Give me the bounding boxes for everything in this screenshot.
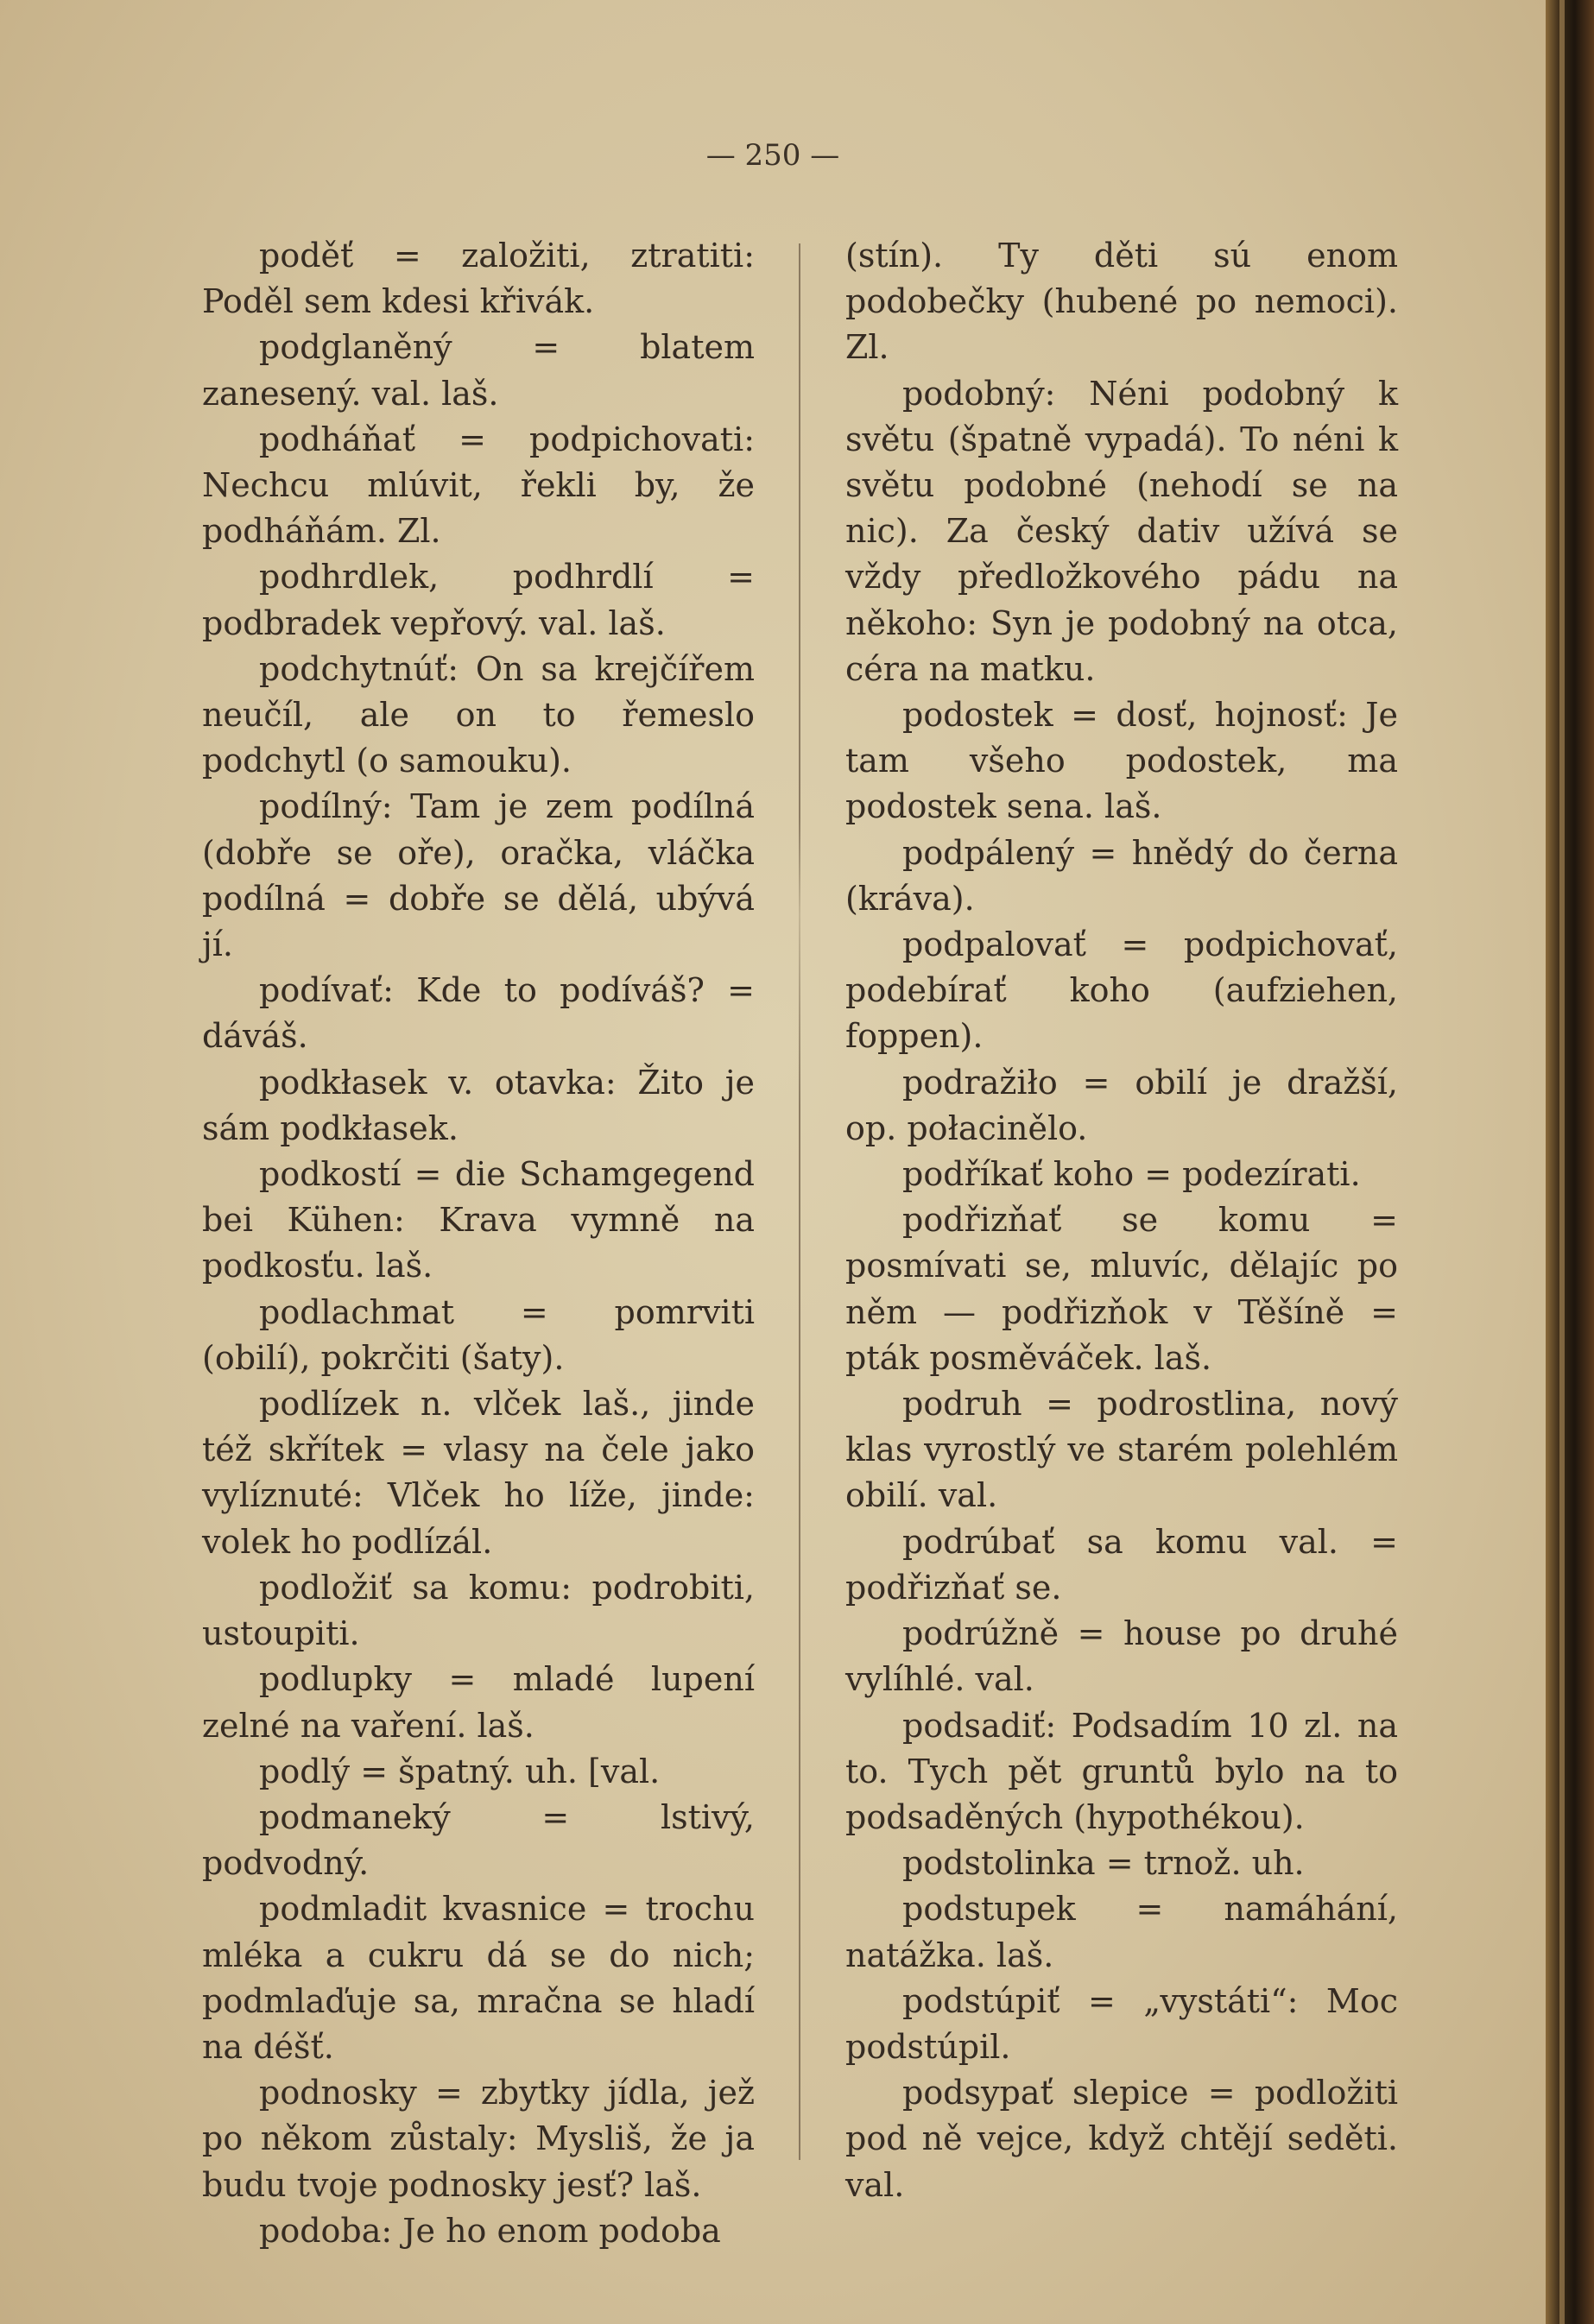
- left-column: [202, 233, 755, 2254]
- dictionary-entry: podhrdlek, podhrdlí = podbradek vepřový. val. laš.: [202, 558, 755, 642]
- dictionary-entry: podkostí = die Schamgegend bei Kühen: Krava vymně na podkosťu. laš.: [202, 1155, 755, 1285]
- spine-edge: [1559, 0, 1565, 2324]
- dictionary-entry: podstolinka = trnož. uh.: [902, 1844, 1305, 1883]
- dictionary-entry: podrúbať sa komu val. = podřizňať se.: [845, 1522, 1398, 1607]
- dictionary-entry: podoba: Je ho enom podoba: [259, 2211, 721, 2250]
- book-spine: [1546, 0, 1594, 2324]
- dictionary-entry: podmaneký = lstivý, podvodný.: [202, 1797, 755, 1883]
- dictionary-entry: podostek = dosť, hojnosť: Je tam všeho podostek, ma podostek sena. laš.: [845, 696, 1398, 826]
- dictionary-entry: podlupky = mladé lupení zelné na vaření. laš.: [202, 1660, 755, 1745]
- dictionary-entry: podívať: Kde to podíváš? = dáváš.: [202, 971, 755, 1056]
- dictionary-entry: podmladit kvasnice = trochu mléka a cukru dá se do nich; podmlaďuje sa, mračna se hladí na déšť.: [202, 1890, 755, 2066]
- dictionary-entry: podobný: Néni podobný k světu (špatně vypadá). To néni k světu podobné (nehodí se na nic). Za český dativ užívá se vždy předložkového pádu na někoho: Syn je podobný na otca, céra na matku.: [845, 374, 1398, 688]
- dictionary-entry: podložiť sa komu: podrobiti, ustoupiti.: [202, 1568, 755, 1653]
- dictionary-entry: podrúžně = house po druhé vylíhlé. val.: [845, 1614, 1398, 1699]
- dictionary-entry: podstúpiť = „vystáti“: Moc podstúpil.: [845, 1981, 1398, 2066]
- dictionary-entry: podstupek = namáhání, natážka. laš.: [845, 1890, 1398, 1974]
- dictionary-entry: podháňať = podpichovati: Nechcu mlúvit, řekli by, že podháňám. Zl.: [202, 420, 755, 551]
- column-divider: [799, 243, 800, 2160]
- dictionary-entry: podílný: Tam je zem podílná (dobře se oře), oračka, vláčka podílná = dobře se dělá, ubývá jí.: [202, 787, 755, 964]
- dictionary-entry: podpalovať = podpichovať, podebírať koho (aufziehen, foppen).: [845, 925, 1398, 1056]
- dictionary-entry: podglaněný = blatem zanesený. val. laš.: [202, 328, 755, 413]
- dictionary-entry: podsypať slepice = podložiti pod ně vejce, když chtějí seděti. val.: [845, 2074, 1398, 2204]
- dictionary-entry: poděť = založiti, ztratiti: Poděl sem kdesi křivák.: [202, 237, 755, 321]
- dictionary-entry: podříkať koho = podezírati.: [902, 1155, 1361, 1194]
- dictionary-entry-continued: (stín). Ty děti sú enom podobečky (hubené po nemoci). Zl.: [845, 237, 1398, 367]
- dictionary-entry: podchytnúť: On sa krejčířem neučíl, ale on to řemeslo podchytl (o samouku).: [202, 649, 755, 780]
- dictionary-entry: podnosky = zbytky jídla, jež po někom zůstaly: Mysliš, že ja budu tvoje podnosky jesť? laš.: [202, 2074, 755, 2204]
- dictionary-entry: podražiło = obilí je dražší, op. połacinělo.: [845, 1063, 1398, 1147]
- dictionary-entry: podpálený = hnědý do černa (kráva).: [845, 833, 1398, 918]
- page-number: — 250 —: [705, 138, 840, 173]
- dictionary-entry: podruh = podrostlina, nový klas vyrostlý ve starém polehlém obilí. val.: [845, 1385, 1398, 1515]
- dictionary-entry: podkłasek v. otavka: Žito je sám podkłasek.: [202, 1063, 755, 1147]
- dictionary-entry: podsadiť: Podsadím 10 zl. na to. Tych pět gruntů bylo na to podsaděných (hypothékou).: [845, 1706, 1398, 1836]
- dictionary-entry: podřizňať se komu = posmívati se, mluvíc, dělajíc po něm — podřizňok v Těšíně = pták posměváček. laš.: [845, 1201, 1398, 1377]
- dictionary-entry: podlachmat = pomrviti (obilí), pokrčiti (šaty).: [202, 1292, 755, 1377]
- dictionary-entry: podlý = špatný. uh. [val.: [259, 1752, 661, 1790]
- right-column: [845, 233, 1398, 2208]
- dictionary-entry: podlízek n. vlček laš., jinde též skřítek = vlasy na čele jako vylíznuté: Vlček ho líže, jinde: volek ho podlízál.: [202, 1385, 755, 1561]
